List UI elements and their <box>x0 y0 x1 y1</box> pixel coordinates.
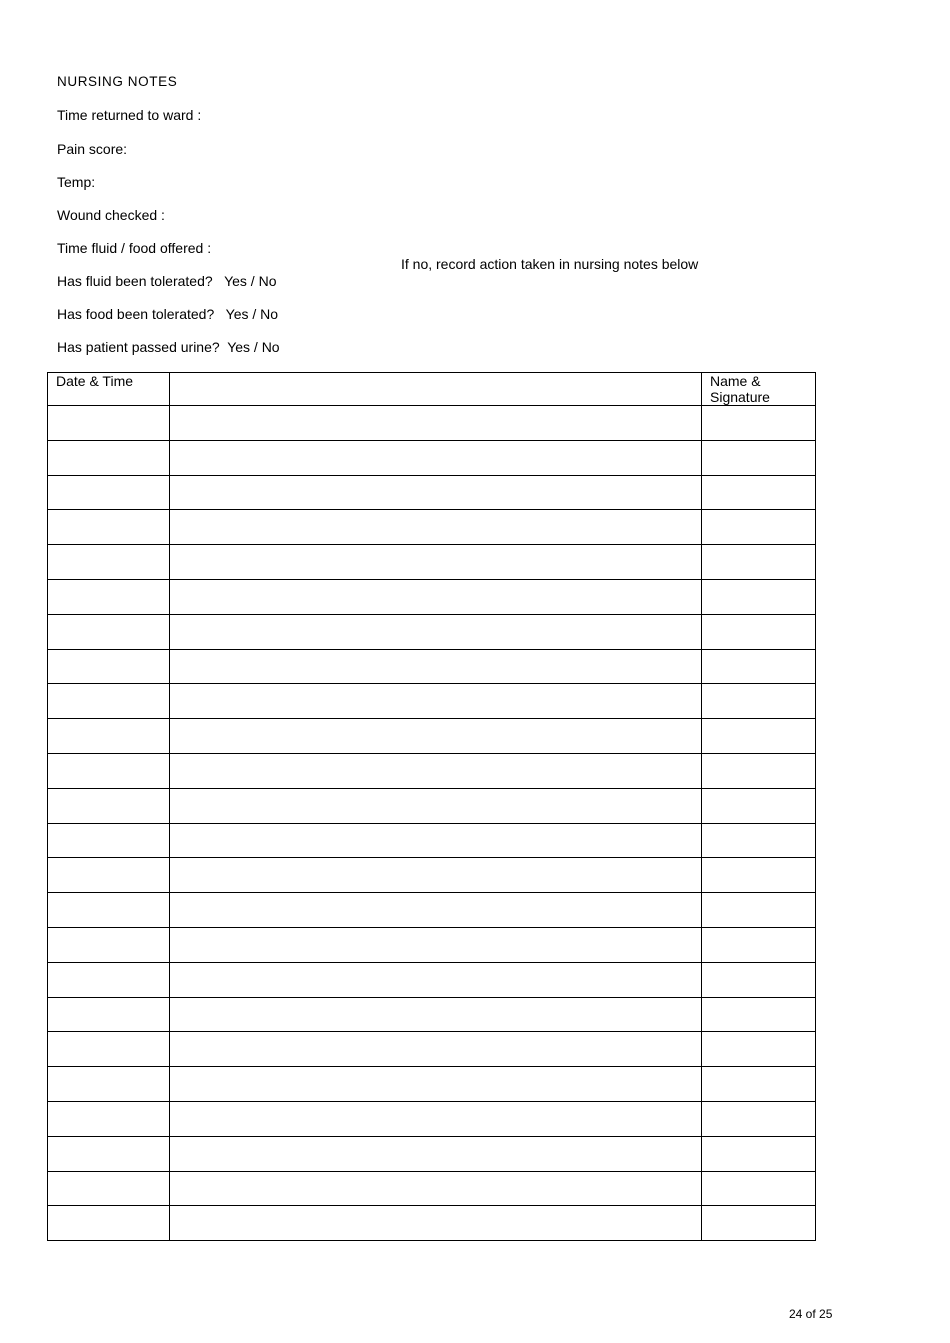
table-row <box>48 1206 816 1241</box>
notes-cell[interactable] <box>170 614 702 649</box>
name-signature-cell[interactable] <box>702 858 816 893</box>
table-row <box>48 962 816 997</box>
name-signature-cell[interactable] <box>702 440 816 475</box>
table-row <box>48 893 816 928</box>
date-time-cell[interactable] <box>48 962 170 997</box>
table-row <box>48 788 816 823</box>
table-row <box>48 579 816 614</box>
pain-score-label: Pain score: <box>57 141 128 157</box>
temp-label: Temp: <box>57 174 96 190</box>
notes-cell[interactable] <box>170 1136 702 1171</box>
name-signature-cell[interactable] <box>702 475 816 510</box>
name-signature-cell[interactable] <box>702 1171 816 1206</box>
date-time-cell[interactable] <box>48 1032 170 1067</box>
date-time-cell[interactable] <box>48 997 170 1032</box>
name-signature-cell[interactable] <box>702 510 816 545</box>
page-number: 24 of 25 <box>789 1307 833 1321</box>
notes-header <box>170 373 702 406</box>
date-time-cell[interactable] <box>48 579 170 614</box>
table-row <box>48 997 816 1032</box>
date-time-cell[interactable] <box>48 753 170 788</box>
name-signature-cell[interactable] <box>702 788 816 823</box>
name-signature-cell[interactable] <box>702 962 816 997</box>
page-title: NURSING NOTES <box>57 74 178 89</box>
notes-cell[interactable] <box>170 719 702 754</box>
fluid-food-offered-label: Time fluid / food offered : <box>57 240 212 256</box>
name-signature-cell[interactable] <box>702 684 816 719</box>
notes-cell[interactable] <box>170 1101 702 1136</box>
name-signature-cell[interactable] <box>702 893 816 928</box>
date-time-cell[interactable] <box>48 1206 170 1241</box>
time-returned-label: Time returned to ward : <box>57 107 202 123</box>
wound-checked-label: Wound checked : <box>57 207 165 223</box>
notes-cell[interactable] <box>170 440 702 475</box>
name-signature-cell[interactable] <box>702 927 816 962</box>
notes-cell[interactable] <box>170 962 702 997</box>
table-header-row <box>48 373 816 406</box>
table-row <box>48 823 816 858</box>
notes-cell[interactable] <box>170 579 702 614</box>
notes-cell[interactable] <box>170 1206 702 1241</box>
date-time-cell[interactable] <box>48 788 170 823</box>
date-time-cell[interactable] <box>48 1101 170 1136</box>
date-time-cell[interactable] <box>48 1067 170 1102</box>
table-row <box>48 649 816 684</box>
name-signature-cell[interactable] <box>702 1101 816 1136</box>
notes-cell[interactable] <box>170 1032 702 1067</box>
name-signature-cell[interactable] <box>702 1032 816 1067</box>
notes-cell[interactable] <box>170 788 702 823</box>
notes-cell[interactable] <box>170 545 702 580</box>
notes-cell[interactable] <box>170 510 702 545</box>
notes-cell[interactable] <box>170 475 702 510</box>
notes-cell[interactable] <box>170 997 702 1032</box>
notes-cell[interactable] <box>170 823 702 858</box>
table-row <box>48 1171 816 1206</box>
date-time-cell[interactable] <box>48 406 170 441</box>
date-time-cell[interactable] <box>48 440 170 475</box>
name-signature-header: Name & Signature <box>702 373 816 406</box>
date-time-cell[interactable] <box>48 927 170 962</box>
notes-cell[interactable] <box>170 858 702 893</box>
nursing-notes-table <box>47 372 816 1241</box>
notes-cell[interactable] <box>170 649 702 684</box>
urine-passed-question: Has patient passed urine? Yes / No <box>57 339 280 355</box>
notes-cell[interactable] <box>170 753 702 788</box>
food-tolerated-question: Has food been tolerated? Yes / No <box>57 306 279 322</box>
notes-cell[interactable] <box>170 927 702 962</box>
table-row <box>48 753 816 788</box>
notes-cell[interactable] <box>170 406 702 441</box>
date-time-cell[interactable] <box>48 893 170 928</box>
date-time-cell[interactable] <box>48 545 170 580</box>
name-signature-cell[interactable] <box>702 1206 816 1241</box>
table-row <box>48 1101 816 1136</box>
table-row <box>48 510 816 545</box>
date-time-header: Date & Time <box>48 373 170 406</box>
date-time-cell[interactable] <box>48 1171 170 1206</box>
table-body <box>48 406 816 1241</box>
name-signature-cell[interactable] <box>702 1136 816 1171</box>
date-time-cell[interactable] <box>48 823 170 858</box>
name-signature-cell[interactable] <box>702 545 816 580</box>
table-row <box>48 1032 816 1067</box>
table-row <box>48 1136 816 1171</box>
table-row <box>48 684 816 719</box>
name-signature-cell[interactable] <box>702 614 816 649</box>
name-signature-cell[interactable] <box>702 719 816 754</box>
table-row <box>48 927 816 962</box>
date-time-cell[interactable] <box>48 475 170 510</box>
notes-cell[interactable] <box>170 1067 702 1102</box>
date-time-cell[interactable] <box>48 510 170 545</box>
name-signature-cell[interactable] <box>702 753 816 788</box>
name-signature-cell[interactable] <box>702 997 816 1032</box>
notes-cell[interactable] <box>170 1171 702 1206</box>
table-row <box>48 545 816 580</box>
table-row <box>48 406 816 441</box>
date-time-cell[interactable] <box>48 858 170 893</box>
name-signature-cell[interactable] <box>702 579 816 614</box>
date-time-cell[interactable] <box>48 1136 170 1171</box>
table-row <box>48 1067 816 1102</box>
name-signature-cell[interactable] <box>702 1067 816 1102</box>
date-time-cell[interactable] <box>48 684 170 719</box>
notes-cell[interactable] <box>170 684 702 719</box>
name-signature-cell[interactable] <box>702 823 816 858</box>
name-signature-cell[interactable] <box>702 406 816 441</box>
table-row <box>48 614 816 649</box>
action-note: If no, record action taken in nursing notes below <box>401 256 699 272</box>
name-signature-cell[interactable] <box>702 649 816 684</box>
table-row <box>48 858 816 893</box>
date-time-cell[interactable] <box>48 719 170 754</box>
table-row <box>48 719 816 754</box>
table-row <box>48 440 816 475</box>
date-time-cell[interactable] <box>48 649 170 684</box>
fluid-tolerated-question: Has fluid been tolerated? Yes / No <box>57 273 277 289</box>
date-time-cell[interactable] <box>48 614 170 649</box>
notes-cell[interactable] <box>170 893 702 928</box>
table-row <box>48 475 816 510</box>
